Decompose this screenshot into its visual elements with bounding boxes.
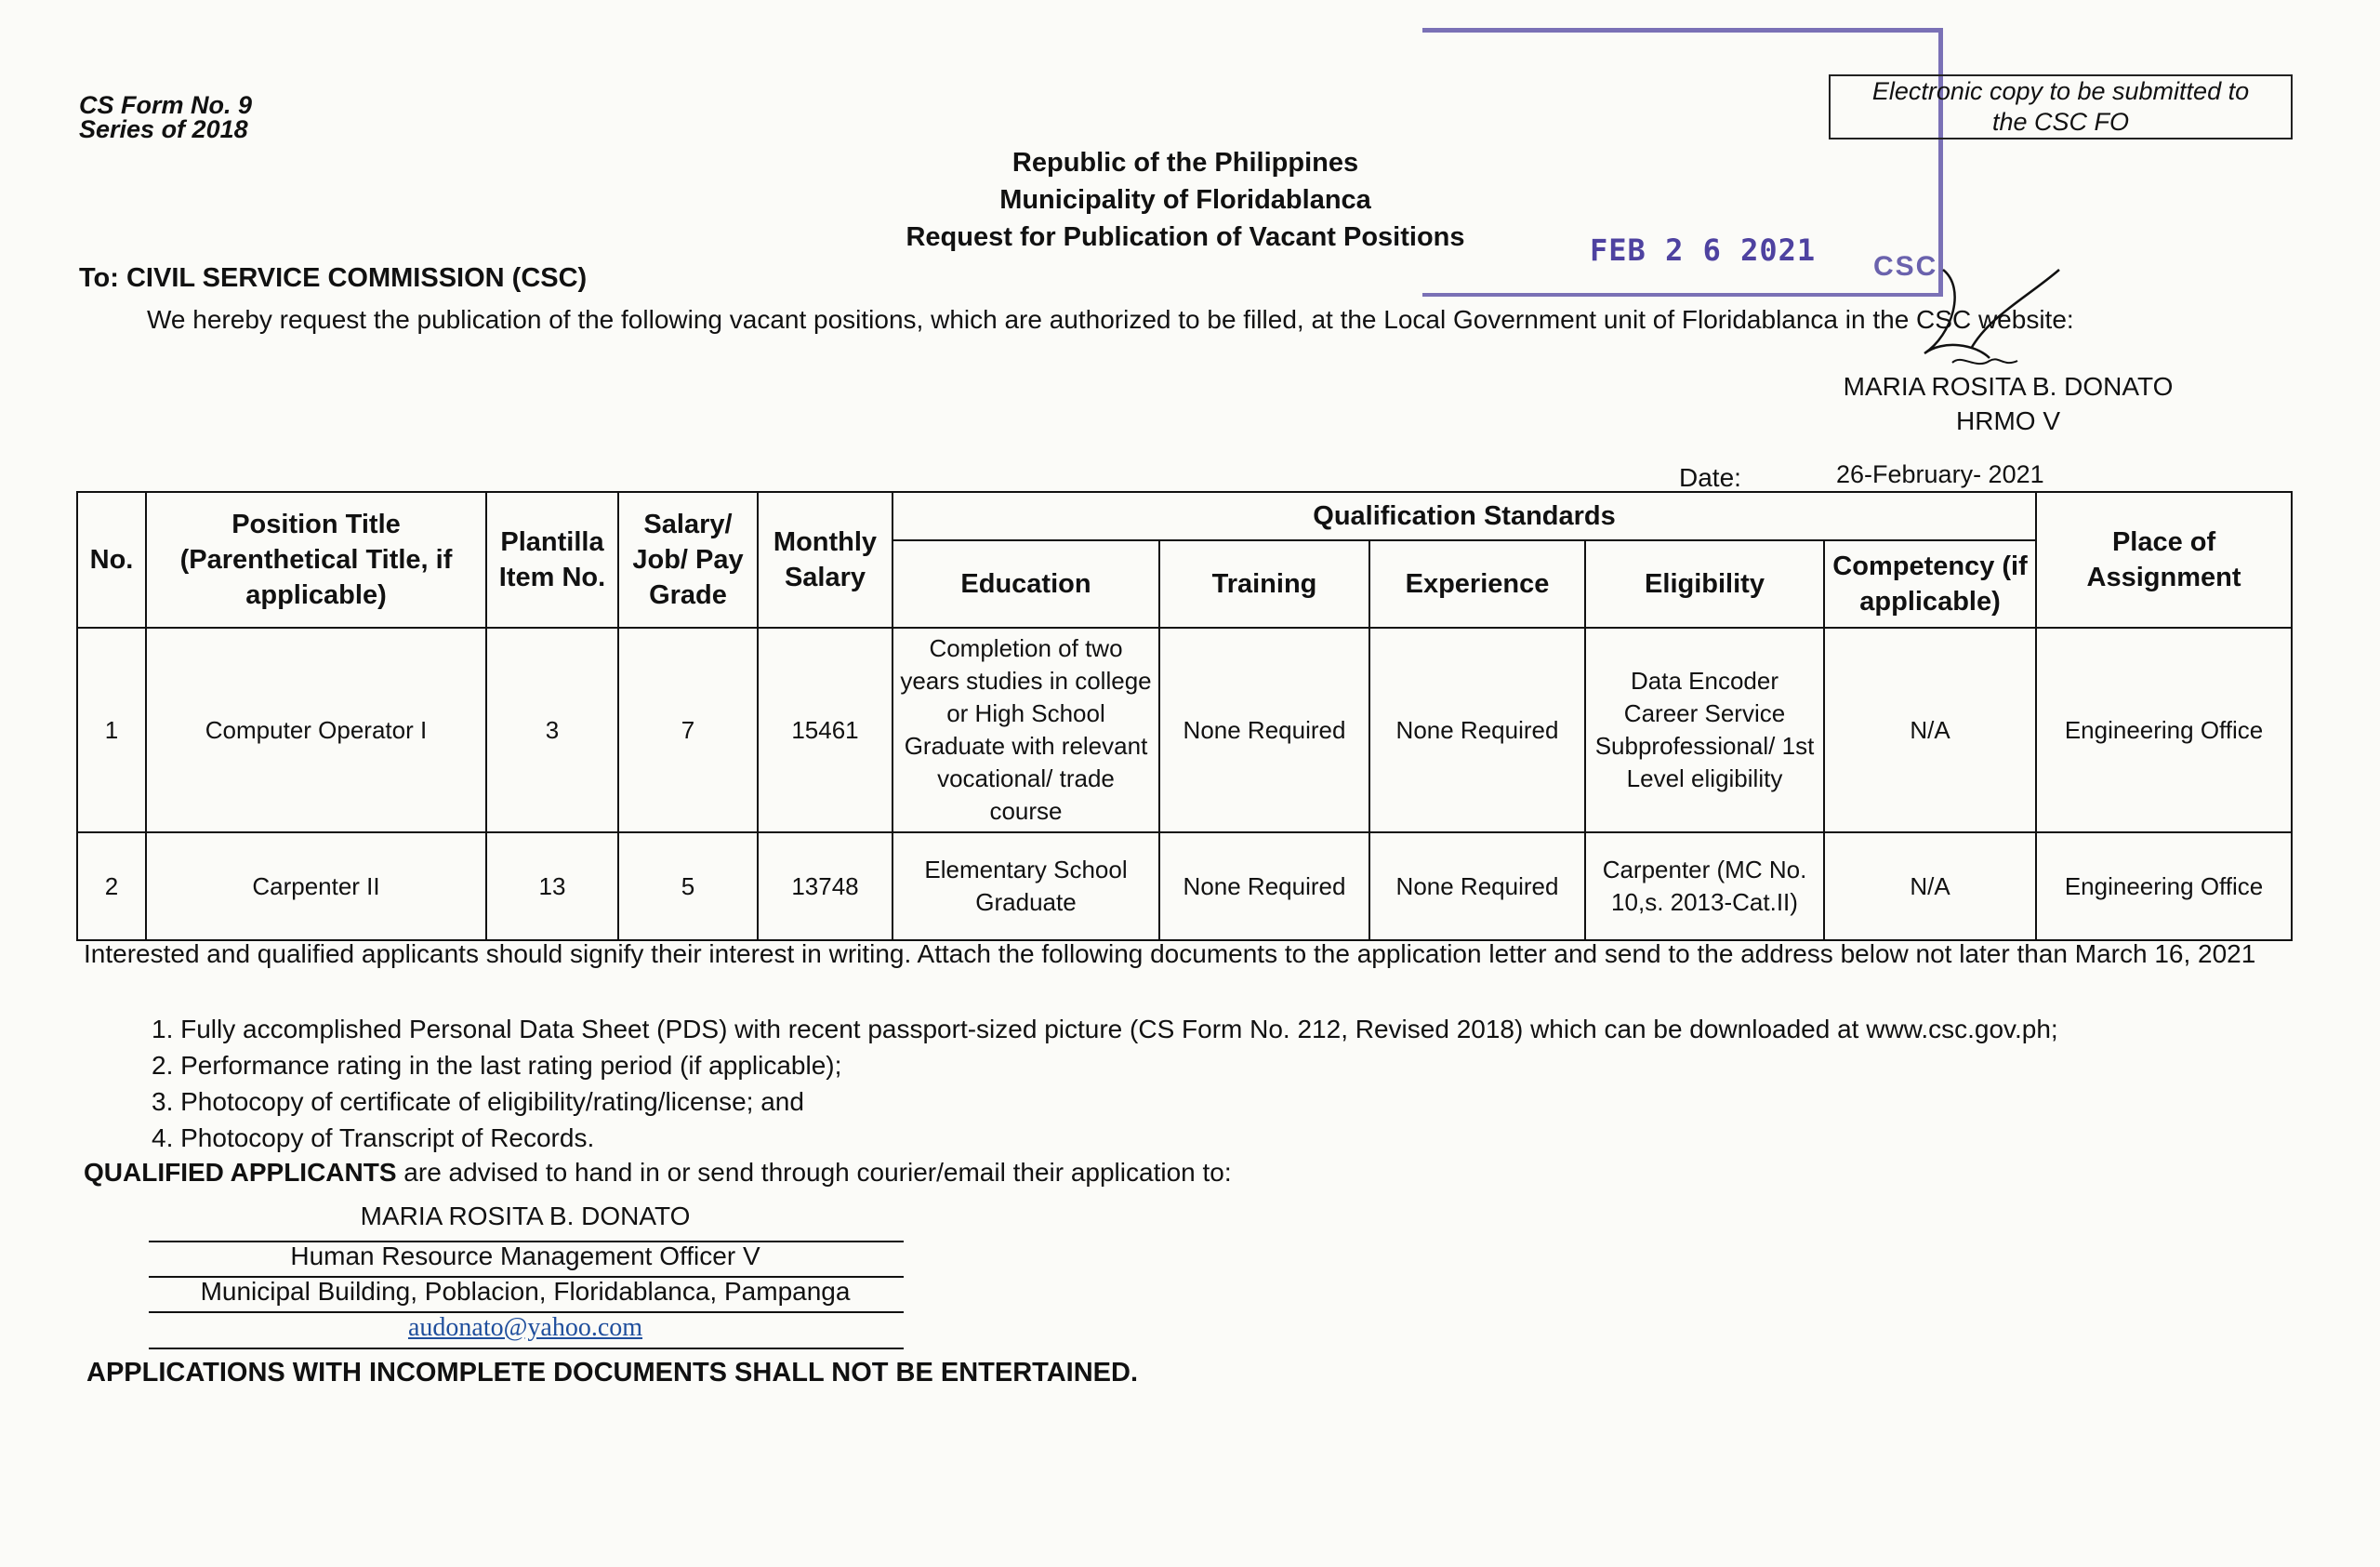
cell-salary-grade: 5 bbox=[618, 832, 758, 940]
cell-monthly-salary: 13748 bbox=[758, 832, 892, 940]
cell-no: 1 bbox=[77, 628, 146, 832]
cell-training: None Required bbox=[1159, 628, 1369, 832]
document-header bbox=[651, 144, 1720, 256]
addressee: To: CIVIL SERVICE COMMISSION (CSC) bbox=[79, 263, 588, 293]
header-republic: Republic of the Philippines bbox=[1012, 148, 1359, 178]
header-municipality: Municipality of Floridablanca bbox=[999, 185, 1371, 215]
signatory-title: HRMO V bbox=[1956, 406, 2060, 435]
signatory-name: MARIA ROSITA B. DONATO bbox=[1843, 372, 2174, 401]
contact-position: Human Resource Management Officer V bbox=[290, 1242, 760, 1270]
date-label: Date: bbox=[1679, 463, 1741, 492]
electronic-copy-line1: Electronic copy to be submitted to bbox=[1871, 77, 2250, 105]
contact-divider bbox=[149, 1348, 904, 1349]
cell-position-title: Computer Operator I bbox=[146, 628, 486, 832]
cell-eligibility: Data Encoder Career Service Subprofessional/ 1st Level eligibility bbox=[1585, 628, 1824, 832]
cell-plantilla: 3 bbox=[486, 628, 618, 832]
form-number-line: CS Form No. 9 bbox=[79, 91, 253, 119]
table-row bbox=[77, 832, 2292, 940]
cell-experience: None Required bbox=[1369, 832, 1585, 940]
qualified-applicants-text: are advised to hand in or send through courier/email their application to: bbox=[396, 1158, 1232, 1187]
header-title: Request for Publication of Vacant Positions bbox=[906, 222, 1465, 252]
form-number bbox=[79, 93, 252, 141]
header-salary-grade: Salary/ Job/ Pay Grade bbox=[618, 492, 758, 628]
header-eligibility: Eligibility bbox=[1585, 540, 1824, 628]
form-series-line: Series of 2018 bbox=[79, 115, 248, 143]
header-plantilla: Plantilla Item No. bbox=[486, 492, 618, 628]
warning-notice: APPLICATIONS WITH INCOMPLETE DOCUMENTS SHALL NOT BE ENTERTAINED. bbox=[86, 1358, 1138, 1388]
signature-icon bbox=[1887, 260, 2073, 381]
electronic-copy-note bbox=[1829, 74, 2293, 139]
header-training: Training bbox=[1159, 540, 1369, 628]
cell-training: None Required bbox=[1159, 832, 1369, 940]
electronic-copy-line2: the CSC FO bbox=[1991, 108, 2130, 136]
vacant-positions-table bbox=[76, 491, 2293, 941]
header-monthly-salary: Monthly Salary bbox=[758, 492, 892, 628]
request-paragraph: We hereby request the publication of the following vacant positions, which are authorized to be filled, at the Local Government unit of Floridablanca in the CSC website: bbox=[147, 305, 2074, 334]
required-documents-list bbox=[152, 1011, 2058, 1156]
signatory bbox=[1748, 369, 2268, 438]
list-item: 3. Photocopy of certificate of eligibility/rating/license; and bbox=[152, 1087, 804, 1116]
cell-salary-grade: 7 bbox=[618, 628, 758, 832]
stamp-office: CSC bbox=[1873, 251, 1938, 282]
list-item: 1. Fully accomplished Personal Data Sheet (PDS) with recent passport-sized picture (CS Form No. 212, Revised 2018) which can be downloaded at www.csc.gov.ph; bbox=[152, 1015, 2058, 1043]
date-value: 26-February- 2021 bbox=[1836, 460, 2044, 488]
cell-place: Engineering Office bbox=[2036, 628, 2292, 832]
stamp-date: FEB 2 6 2021 bbox=[1590, 232, 1817, 268]
cell-eligibility: Carpenter (MC No. 10,s. 2013-Cat.II) bbox=[1585, 832, 1824, 940]
cell-competency: N/A bbox=[1824, 628, 2036, 832]
qualified-applicants-label: QUALIFIED APPLICANTS bbox=[84, 1158, 397, 1187]
header-place: Place of Assignment bbox=[2036, 492, 2292, 628]
qualified-applicants-note bbox=[84, 1158, 1232, 1188]
cell-monthly-salary: 15461 bbox=[758, 628, 892, 832]
cell-position-title: Carpenter II bbox=[146, 832, 486, 940]
cell-education: Completion of two years studies in college or High School Graduate with relevant vocational/ trade course bbox=[892, 628, 1159, 832]
contact-name: MARIA ROSITA B. DONATO bbox=[360, 1202, 691, 1230]
header-qualification-standards: Qualification Standards bbox=[892, 492, 2036, 540]
contact-email-link[interactable]: audonato@yahoo.com bbox=[407, 1313, 643, 1342]
header-competency: Competency (if applicable) bbox=[1824, 540, 2036, 628]
list-item: 2. Performance rating in the last rating period (if applicable); bbox=[152, 1051, 842, 1080]
cell-place: Engineering Office bbox=[2036, 832, 2292, 940]
table-row bbox=[77, 628, 2292, 832]
list-item: 4. Photocopy of Transcript of Records. bbox=[152, 1123, 595, 1152]
instructions-paragraph: Interested and qualified applicants should signify their interest in writing. Attach the following documents to the application letter and send to the address below not later than March 16, 2021 bbox=[84, 939, 2256, 968]
header-no: No. bbox=[77, 492, 146, 628]
cell-no: 2 bbox=[77, 832, 146, 940]
contact-email-line bbox=[149, 1312, 902, 1343]
header-education: Education bbox=[892, 540, 1159, 628]
header-experience: Experience bbox=[1369, 540, 1585, 628]
contact-address: Municipal Building, Poblacion, Floridablanca, Pampanga bbox=[200, 1277, 851, 1306]
cell-experience: None Required bbox=[1369, 628, 1585, 832]
cell-plantilla: 13 bbox=[486, 832, 618, 940]
header-position-title: Position Title (Parenthetical Title, if applicable) bbox=[146, 492, 486, 628]
cell-education: Elementary School Graduate bbox=[892, 832, 1159, 940]
table-header-row bbox=[77, 492, 2292, 540]
cell-competency: N/A bbox=[1824, 832, 2036, 940]
